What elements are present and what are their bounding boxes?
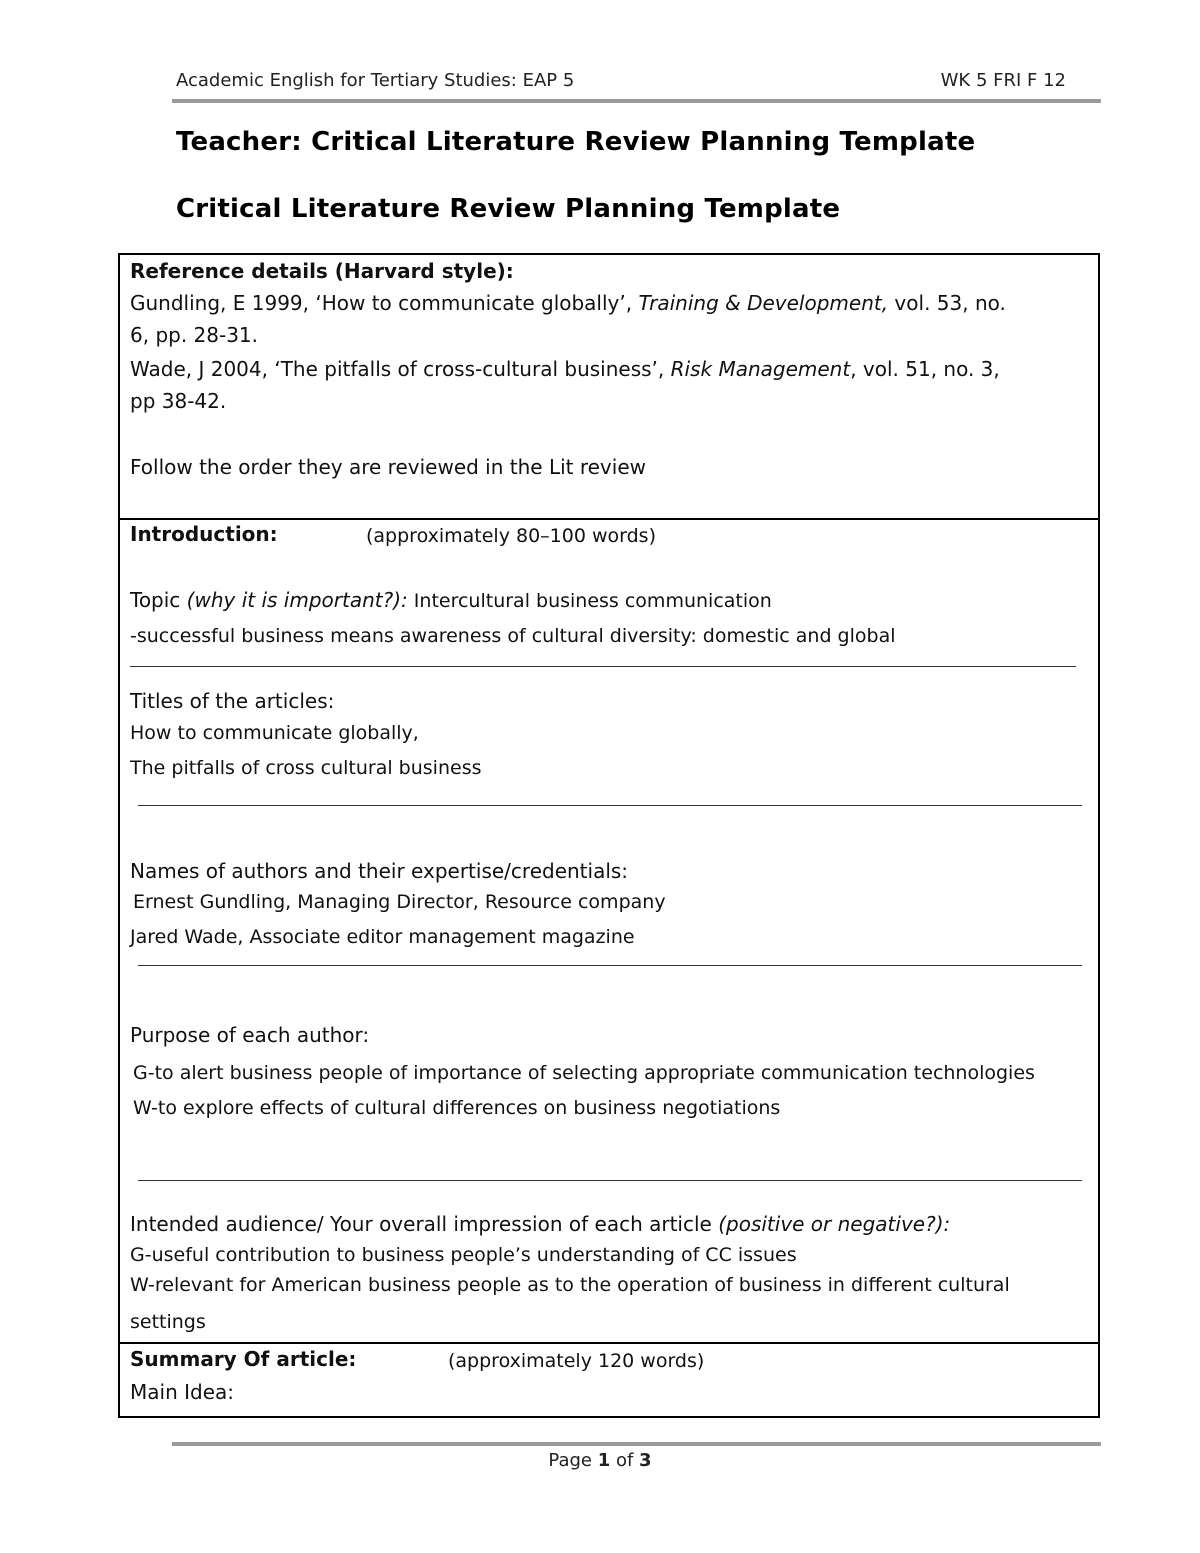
audience-label: Intended audience/ Your overall impression of each article (positive or negative?): <box>130 1212 951 1236</box>
author-1: Ernest Gundling, Managing Director, Resource company <box>133 891 666 913</box>
reference-1-cont: 6, pp. 28-31. <box>130 323 259 347</box>
week-code: WK 5 FRI F 12 <box>940 70 1066 91</box>
page-header <box>176 70 1066 91</box>
introduction-label: Introduction: <box>130 522 278 546</box>
titles-label: Titles of the articles: <box>130 689 335 713</box>
divider <box>138 965 1082 966</box>
header-rule <box>172 99 1101 103</box>
author-2: Jared Wade, Associate editor management magazine <box>130 926 635 948</box>
audience-2: W-relevant for American business people as to the operation of business in different cultural <box>130 1274 1010 1296</box>
reference-1-journal: Training & Development, <box>638 291 889 315</box>
audience-2-cont: settings <box>130 1311 206 1333</box>
topic-detail: -successful business means awareness of cultural diversity: domestic and global <box>130 625 896 647</box>
teacher-title: Teacher: Critical Literature Review Planning Template <box>176 127 976 157</box>
topic-line: Topic (why it is important?): Intercultural business communication <box>130 588 772 612</box>
authors-label: Names of authors and their expertise/credentials: <box>130 859 629 883</box>
reference-2: Wade, J 2004, ‘The pitfalls of cross-cultural business’, Risk Management, vol. 51, no. 3, <box>130 357 1000 381</box>
divider <box>130 666 1076 667</box>
divider <box>138 805 1082 806</box>
reference-label: Reference details (Harvard style): <box>130 259 514 283</box>
main-title: Critical Literature Review Planning Template <box>176 194 841 224</box>
summary-label: Summary Of article: <box>130 1347 357 1371</box>
divider <box>138 1180 1082 1181</box>
reference-2-journal: Risk Management <box>670 357 851 381</box>
purpose-2: W-to explore effects of cultural differences on business negotiations <box>133 1097 781 1119</box>
purpose-1: G-to alert business people of importance of selecting appropriate communication technologies <box>133 1062 1035 1084</box>
summary-cell <box>120 1344 1098 1416</box>
article-title-1: How to communicate globally, <box>130 722 419 744</box>
reference-cell <box>120 255 1098 520</box>
reference-2-cont: pp 38-42. <box>130 389 227 413</box>
article-title-2: The pitfalls of cross cultural business <box>130 757 482 779</box>
main-idea-label: Main Idea: <box>130 1380 234 1404</box>
page-number: Page 1 of 3 <box>548 1450 652 1471</box>
purpose-label: Purpose of each author: <box>130 1023 370 1047</box>
introduction-cell <box>120 520 1098 1344</box>
audience-1: G-useful contribution to business people’s understanding of CC issues <box>130 1244 797 1266</box>
reference-note: Follow the order they are reviewed in the Lit review <box>130 455 646 479</box>
reference-1: Gundling, E 1999, ‘How to communicate globally’, Training & Development, vol. 53, no. <box>130 291 1006 315</box>
summary-words: (approximately 120 words) <box>448 1350 705 1372</box>
footer-rule <box>172 1442 1101 1446</box>
course-title: Academic English for Tertiary Studies: EAP 5 <box>176 70 575 91</box>
introduction-words: (approximately 80–100 words) <box>366 525 656 547</box>
planning-table <box>118 253 1100 1418</box>
